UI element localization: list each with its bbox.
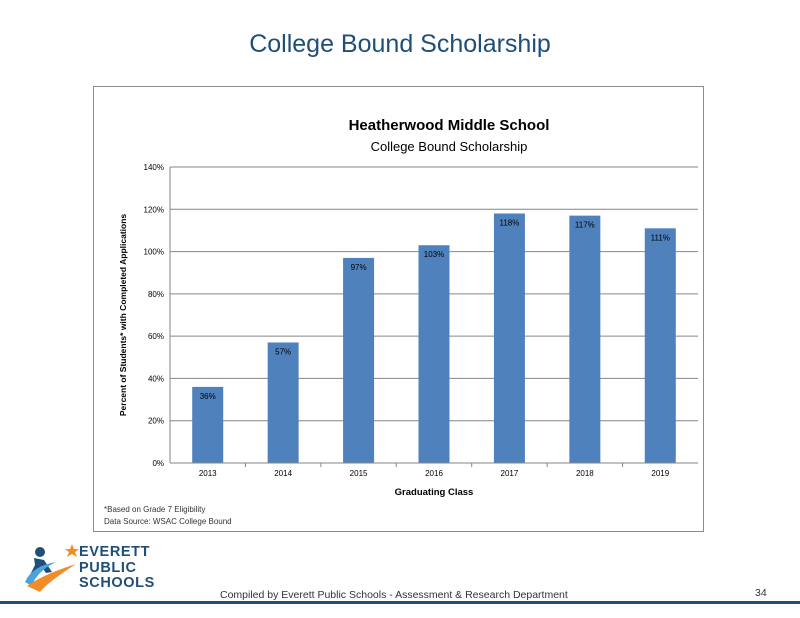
bar-2016: [419, 245, 450, 463]
y-tick-label: 40%: [147, 374, 164, 384]
bar-2015: [343, 258, 374, 463]
y-axis-label: Percent of Students* with Completed Applications: [118, 213, 128, 417]
logo-line-public: PUBLIC: [79, 559, 137, 576]
bar-2018: [569, 216, 600, 463]
logo-line-everett: EVERETT: [79, 544, 151, 560]
data-label-2013: 36%: [199, 391, 216, 401]
data-label-2014: 57%: [275, 347, 292, 357]
x-tick-label-2015: 2015: [349, 469, 368, 478]
bar-2017: [494, 214, 525, 463]
y-tick-label: 60%: [147, 332, 164, 342]
x-axis-label: Graduating Class: [394, 487, 474, 498]
footnote-eligibility: *Based on Grade 7 Eligibility: [104, 505, 206, 514]
bar-2014: [268, 342, 299, 463]
y-tick-label: 100%: [143, 247, 164, 257]
x-tick-label-2018: 2018: [575, 469, 594, 478]
x-tick-label-2019: 2019: [651, 469, 670, 478]
bar-chart: [94, 87, 703, 531]
y-axis-ticks: [144, 163, 164, 468]
y-tick-label: 0%: [152, 459, 164, 468]
chart-frame: [93, 86, 704, 532]
slide-title: College Bound Scholarship: [249, 30, 551, 58]
page-number: 34: [755, 587, 767, 599]
chart-title: Heatherwood Middle School: [348, 117, 550, 134]
y-tick-label: 20%: [147, 416, 164, 426]
data-label-2019: 111%: [650, 233, 670, 243]
footer-divider: [0, 601, 800, 604]
footnote-data-source: Data Source: WSAC College Bound: [104, 517, 232, 526]
x-tick-label-2017: 2017: [500, 469, 519, 478]
x-tick-label-2013: 2013: [198, 469, 217, 478]
data-label-2015: 97%: [350, 262, 367, 272]
x-tick-label-2014: 2014: [274, 469, 293, 478]
logo-line-schools: SCHOOLS: [79, 575, 155, 591]
chart-subtitle: College Bound Scholarship: [370, 139, 528, 154]
y-tick-label: 140%: [143, 163, 164, 172]
footer-credit: Compiled by Everett Public Schools - Assessment & Research Department: [220, 589, 568, 601]
data-label-2017: 118%: [499, 218, 520, 228]
y-tick-label: 120%: [143, 205, 164, 215]
bars: [192, 214, 676, 463]
x-tick-label-2016: 2016: [425, 469, 443, 478]
bar-2019: [645, 228, 676, 463]
x-axis-ticks: [199, 463, 670, 478]
y-tick-label: 80%: [147, 289, 164, 299]
data-label-2018: 117%: [574, 220, 595, 230]
logo-wordmark: [79, 545, 155, 592]
data-label-2016: 103%: [423, 250, 445, 260]
